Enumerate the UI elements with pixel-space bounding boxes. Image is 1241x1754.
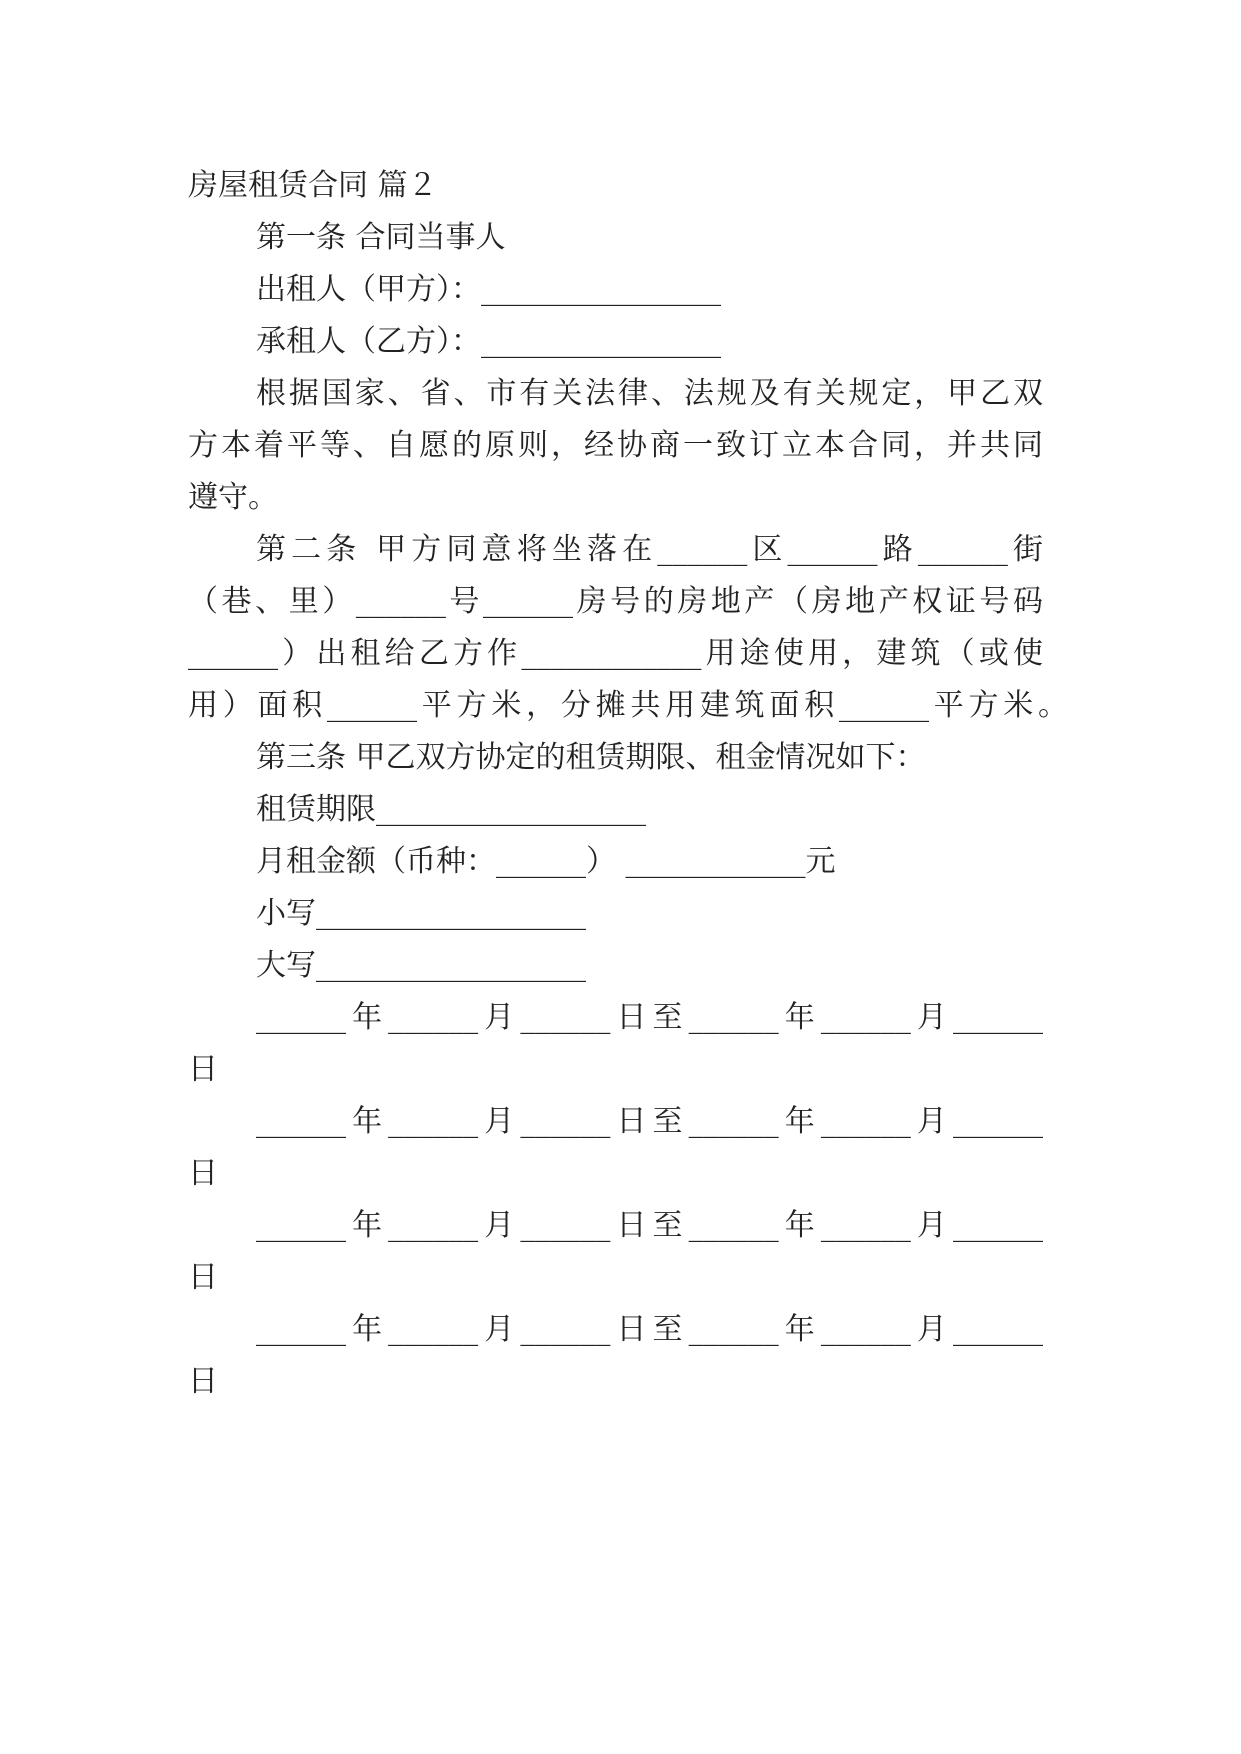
date-range-line-end: 日 (188, 1052, 218, 1087)
paragraph-line: 根据国家、省、市有关法律、法规及有关规定，甲乙双 (256, 376, 1043, 411)
clause-2-line: （巷、里）______号______房号的房地产（房地产权证号码 (188, 584, 1043, 619)
clause-2-line: 用）面积______平方米，分摊共用建筑面积______平方米。 (188, 688, 1068, 723)
document-title: 房屋租赁合同 篇２ (188, 168, 438, 203)
date-range-line-end: 日 (188, 1260, 218, 1295)
date-range-line-end: 日 (188, 1364, 218, 1399)
date-range-line: ______年______月______日至______年______月______ (256, 1000, 1043, 1035)
date-range-line: ______年______月______日至______年______月______ (256, 1208, 1043, 1243)
amount-figures-field: 小写__________________ (256, 896, 586, 931)
lessor-field: 出租人（甲方）：________________ (256, 272, 721, 307)
amount-words-field: 大写__________________ (256, 948, 586, 983)
monthly-rent-field: 月租金额（币种：______） ____________元 (256, 844, 836, 879)
lease-term-field: 租赁期限__________________ (256, 792, 646, 827)
clause-2-line: ______）出租给乙方作____________用途使用，建筑（或使 (188, 636, 1043, 671)
date-range-line: ______年______月______日至______年______月______ (256, 1312, 1043, 1347)
lessee-field: 承租人（乙方）：________________ (256, 324, 721, 359)
clause-3-heading: 第三条 甲乙双方协定的租赁期限、租金情况如下： (256, 740, 926, 775)
clause-1-heading: 第一条 合同当事人 (256, 220, 506, 255)
date-range-line: ______年______月______日至______年______月______ (256, 1104, 1043, 1139)
paragraph-line: 方本着平等、自愿的原则，经协商一致订立本合同，并共同 (188, 428, 1043, 463)
paragraph-line: 遵守。 (188, 480, 278, 515)
date-range-line-end: 日 (188, 1156, 218, 1191)
clause-2-line: 第二条 甲方同意将坐落在______区______路______街 (256, 532, 1043, 567)
